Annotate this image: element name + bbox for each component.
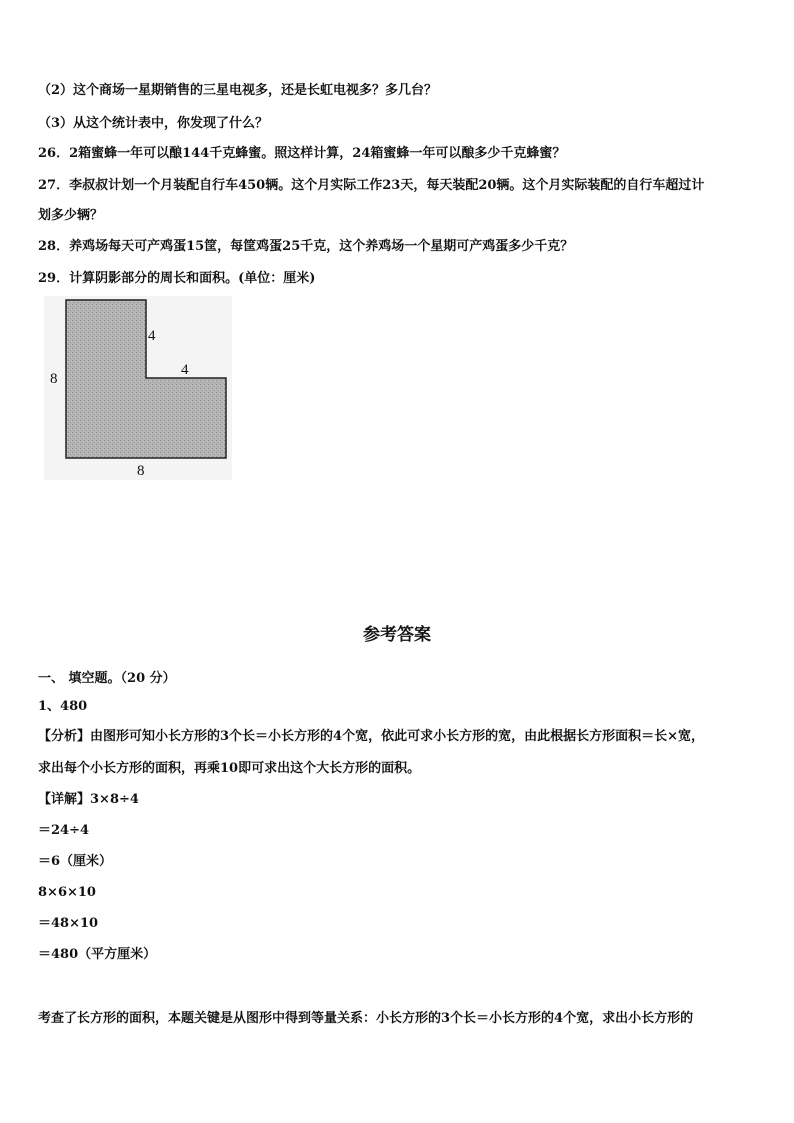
label-notch-vertical: 4: [148, 328, 156, 344]
detail-step-1: 【详解】3×8÷4: [38, 792, 139, 807]
detail-step-3: ＝6（厘米）: [38, 854, 113, 869]
detail-step-2: ＝24÷4: [38, 823, 90, 838]
question-27-line1: 27．李叔叔计划一个月装配自行车450辆。这个月实际工作23天，每天装配20辆。这个月实际装配的自行车超过计: [38, 178, 705, 193]
question-29: 29．计算阴影部分的周长和面积。(单位：厘米): [38, 271, 316, 286]
section-heading: 一、 填空题。（20 分）: [38, 671, 176, 686]
l-shape-figure: [44, 296, 232, 480]
label-bottom: 8: [137, 463, 145, 479]
question-28: 28．养鸡场每天可产鸡蛋15筐，每筐鸡蛋25千克，这个养鸡场一个星期可产鸡蛋多少千克？: [38, 239, 574, 254]
question-26: 26．2箱蜜蜂一年可以酿144千克蜂蜜。照这样计算，24箱蜜蜂一年可以酿多少千克蜂蜜？: [38, 146, 566, 161]
label-left: 8: [50, 371, 58, 387]
q25-part2: （2）这个商场一星期销售的三星电视多，还是长虹电视多？多几台？: [38, 83, 438, 98]
answers-title: 参考答案: [363, 625, 431, 645]
question-27-line2: 划多少辆？: [38, 208, 104, 223]
detail-step-6: ＝480（平方厘米）: [38, 947, 157, 962]
comment-line: 考查了长方形的面积，本题关键是从图形中得到等量关系：小长方形的3个长＝小长方形的4个宽，求出小长方形的: [38, 1011, 694, 1026]
q25-part3: （3）从这个统计表中，你发现了什么？: [38, 116, 269, 131]
answer-item-1: 1、480: [38, 699, 88, 714]
label-notch-horizontal: 4: [181, 362, 189, 378]
analysis-line2: 求出每个小长方形的面积，再乘10即可求出这个大长方形的面积。: [38, 761, 421, 776]
detail-step-5: ＝48×10: [38, 916, 99, 931]
analysis-line1: 【分析】由图形可知小长方形的3个长＝小长方形的4个宽，依此可求小长方形的宽，由此根据长方形面积＝长×宽，: [38, 729, 704, 744]
detail-step-4: 8×6×10: [38, 885, 96, 900]
